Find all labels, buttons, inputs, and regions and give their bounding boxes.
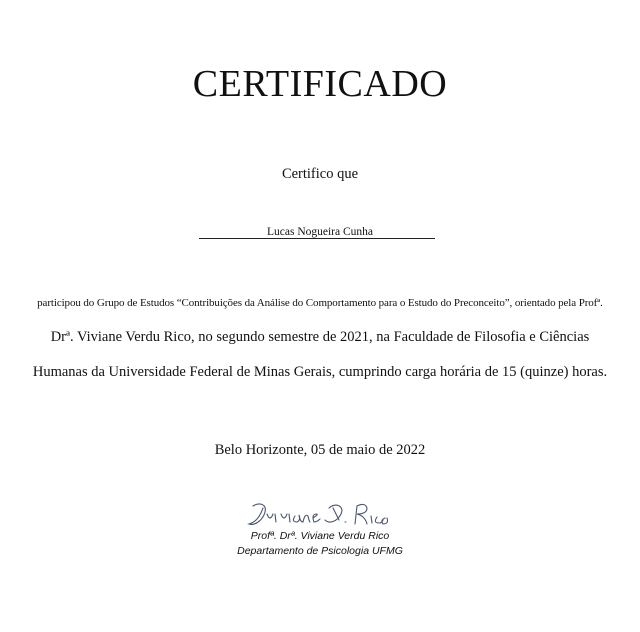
- signatory-department: Departamento de Psicologia UFMG: [237, 545, 403, 557]
- place-date: Belo Horizonte, 05 de maio de 2022: [214, 442, 426, 458]
- certificate-title: CERTIFICADO: [192, 63, 448, 105]
- body-line-2: Drª. Viviane Verdu Rico, no segundo semestre de 2021, na Faculdade de Filosofia e Ciências: [50, 329, 590, 345]
- name-underline: [199, 238, 435, 239]
- body-line-3: Humanas da Universidade Federal de Minas Gerais, cumprindo carga horária de 15 (quinze) horas.: [32, 364, 608, 380]
- signatory-name: Profª. Drª. Viviane Verdu Rico: [250, 530, 390, 542]
- recipient-name: Lucas Nogueira Cunha: [266, 226, 374, 238]
- body-line-1: participou do Grupo de Estudos “Contribuições da Análise do Comportamento para o Estudo do Preconceito”, orientado pela Profª.: [37, 297, 603, 309]
- intro-text: Certifico que: [281, 166, 359, 182]
- handwritten-signature: [245, 500, 400, 532]
